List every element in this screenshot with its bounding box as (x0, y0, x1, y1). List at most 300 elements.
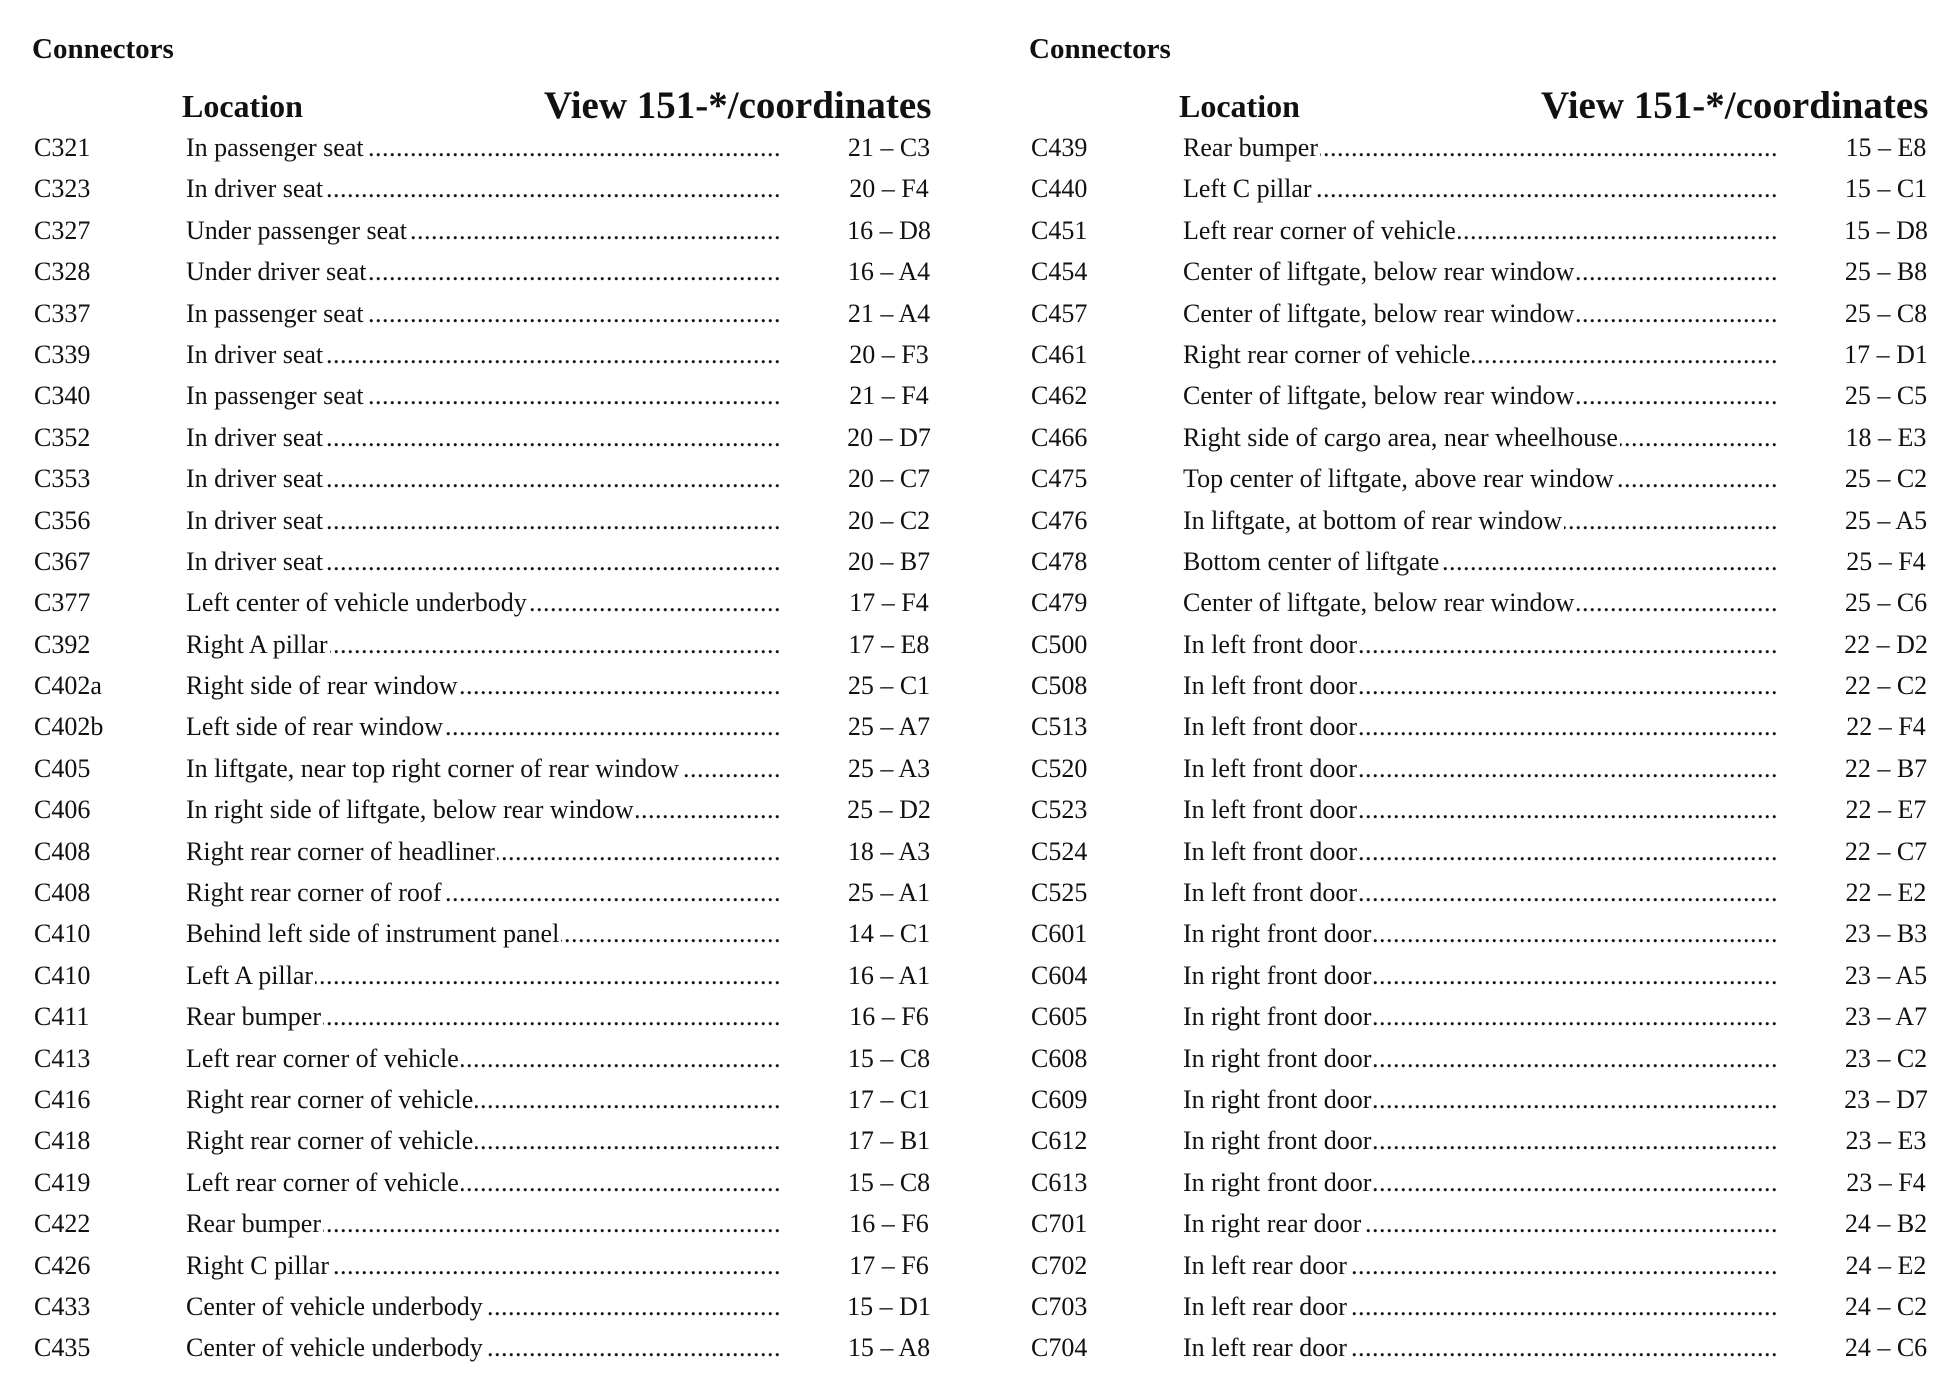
connector-location (186, 671, 782, 701)
connector-code: C523 (1031, 795, 1088, 825)
connector-row (30, 1123, 970, 1164)
connector-location (186, 1251, 782, 1281)
view-coordinates-header: View 151-*/coordinates (1541, 84, 1929, 127)
connector-row (30, 130, 970, 171)
connector-coordinates: 22 – E2 (1845, 878, 1927, 908)
connector-code: C321 (34, 133, 91, 162)
connector-location (1183, 754, 1779, 784)
view-coordinates-header: View 151-*/coordinates (544, 84, 932, 127)
connector-row (1027, 999, 1958, 1040)
connector-code: C704 (1031, 1333, 1088, 1363)
connector-location-text: Right side of cargo area, near wheelhouse (1183, 422, 1618, 452)
connector-row (30, 544, 970, 585)
connector-row (1027, 875, 1958, 916)
connector-coordinates: 14 – C1 (847, 919, 931, 949)
connector-location (1183, 1126, 1779, 1156)
connector-location-text: In driver seat (186, 422, 324, 452)
connector-location-text: In liftgate, near top right corner of rear window (186, 753, 680, 783)
connector-coordinates: 23 – D7 (1844, 1084, 1928, 1114)
connector-row (30, 1330, 970, 1371)
connector-code: C367 (34, 546, 91, 576)
connector-location (186, 299, 782, 329)
connector-coordinates: 17 – C1 (847, 1084, 931, 1114)
connector-coordinates: 18 – E3 (1845, 422, 1927, 452)
connector-coordinates: 15 – E8 (1845, 133, 1927, 162)
connector-code: C513 (1031, 712, 1088, 742)
connector-row (1027, 378, 1958, 419)
connector-location (1183, 423, 1779, 453)
connector-location (186, 1126, 782, 1156)
connector-row (1027, 130, 1958, 171)
connector-location-text: In passenger seat (186, 133, 364, 162)
connector-code: C462 (1031, 381, 1088, 411)
connector-location-text: Right rear corner of vehicle (1183, 339, 1471, 369)
connector-location (1183, 919, 1779, 949)
connector-row (1027, 1330, 1958, 1371)
connector-code: C392 (34, 629, 91, 659)
connector-code: C352 (34, 422, 91, 452)
connector-code: C520 (1031, 753, 1088, 783)
connector-code: C524 (1031, 836, 1088, 866)
connector-location-text: Bottom center of liftgate (1183, 546, 1440, 576)
connector-location (186, 712, 782, 742)
connector-coordinates: 25 – A5 (1844, 505, 1928, 535)
connector-location-text: In left front door (1183, 712, 1358, 742)
connector-location (1183, 588, 1779, 618)
connector-location-text: Center of liftgate, below rear window (1183, 257, 1575, 287)
location-header: Location (182, 88, 303, 124)
connector-coordinates: 25 – D2 (847, 795, 931, 825)
connector-coordinates: 17 – F6 (849, 1250, 929, 1280)
connector-location (186, 1292, 782, 1322)
section-title: Connectors (32, 33, 174, 65)
connector-location (186, 1044, 782, 1074)
connector-location (186, 630, 782, 660)
connector-row (1027, 544, 1958, 585)
connector-location-text: In left front door (1183, 753, 1358, 783)
connector-coordinates: 25 – C5 (1844, 381, 1928, 411)
connector-location (1183, 1292, 1779, 1322)
connector-row (1027, 916, 1958, 957)
connector-location-text: In passenger seat (186, 381, 364, 411)
connector-location-text: In left front door (1183, 878, 1358, 908)
connector-location (186, 1168, 782, 1198)
connector-coordinates: 25 – C1 (847, 671, 931, 701)
connector-location (186, 381, 782, 411)
connector-location-text: Under passenger seat (186, 215, 407, 245)
connector-code: C451 (1031, 215, 1088, 245)
connector-code: C440 (1031, 174, 1088, 204)
connector-location (1183, 506, 1779, 536)
connector-location-text: Right rear corner of vehicle (186, 1084, 474, 1114)
connector-location-text: In left front door (1183, 629, 1358, 659)
connector-row (30, 1289, 970, 1330)
connector-coordinates: 16 – A1 (847, 960, 931, 990)
connector-location-text: Left A pillar (186, 960, 314, 990)
connector-location (1183, 878, 1779, 908)
connector-row (1027, 751, 1958, 792)
connector-coordinates: 15 – A8 (847, 1333, 931, 1363)
connector-row (1027, 1248, 1958, 1289)
connector-location (186, 795, 782, 825)
connector-location (186, 464, 782, 494)
connector-location (186, 340, 782, 370)
connector-coordinates: 25 – A1 (847, 878, 931, 908)
connector-location (1183, 547, 1779, 577)
connector-row (1027, 958, 1958, 999)
connector-code: C328 (34, 257, 91, 287)
connector-row (1027, 1289, 1958, 1330)
connector-location-text: Rear bumper (186, 1209, 322, 1239)
connector-coordinates: 16 – F6 (849, 1209, 929, 1239)
connector-coordinates: 20 – B7 (847, 546, 931, 576)
connector-location-text: In right front door (1183, 1043, 1372, 1073)
connector-row (1027, 503, 1958, 544)
connector-coordinates: 21 – A4 (847, 298, 931, 328)
connector-coordinates: 23 – B3 (1844, 919, 1928, 949)
connector-location-text: In right front door (1183, 1126, 1372, 1156)
connector-coordinates: 23 – C2 (1844, 1043, 1928, 1073)
connector-location-text: Left rear corner of vehicle (186, 1043, 459, 1073)
connector-code: C604 (1031, 960, 1088, 990)
connector-location-text: Rear bumper (1183, 133, 1319, 162)
connector-location-text: In passenger seat (186, 298, 364, 328)
connector-code: C478 (1031, 546, 1088, 576)
connector-location-text: In driver seat (186, 174, 324, 204)
connector-code: C702 (1031, 1250, 1088, 1280)
connector-location-text: In driver seat (186, 505, 324, 535)
connector-code: C703 (1031, 1291, 1088, 1321)
connector-coordinates: 17 – B1 (847, 1126, 931, 1156)
connector-code: C476 (1031, 505, 1088, 535)
connector-location-text: In right front door (1183, 1084, 1372, 1114)
connector-code: C466 (1031, 422, 1088, 452)
connector-location (186, 257, 782, 287)
connector-location (186, 1209, 782, 1239)
connector-location (1183, 340, 1779, 370)
connector-coordinates: 18 – A3 (847, 836, 931, 866)
connector-location-text: Right C pillar (186, 1250, 329, 1280)
connector-row (30, 503, 970, 544)
connector-location-text: Under driver seat (186, 257, 367, 287)
connector-row (30, 834, 970, 875)
connector-coordinates: 20 – C2 (847, 505, 931, 535)
connector-location-text: Rear bumper (186, 1002, 322, 1032)
connector-list (30, 130, 970, 1372)
connector-location (1183, 1085, 1779, 1115)
connector-location (186, 878, 782, 908)
connector-location-text: Top center of liftgate, above rear window (1183, 464, 1614, 494)
connector-row (1027, 337, 1958, 378)
connector-location (186, 837, 782, 867)
connector-location-text: In right front door (1183, 919, 1372, 949)
connector-coordinates: 25 – C6 (1844, 588, 1928, 618)
connector-location (1183, 1044, 1779, 1074)
connector-row (30, 1248, 970, 1289)
connector-code: C500 (1031, 629, 1088, 659)
connector-coordinates: 16 – D8 (847, 215, 931, 245)
connector-location (186, 423, 782, 453)
connector-location (1183, 216, 1779, 246)
connector-location-text: In left rear door (1183, 1250, 1347, 1280)
connector-code: C525 (1031, 878, 1088, 908)
connector-row (30, 171, 970, 212)
connector-location-text: In driver seat (186, 464, 324, 494)
connector-code: C605 (1031, 1002, 1088, 1032)
connector-code: C413 (34, 1043, 91, 1073)
connector-location (1183, 961, 1779, 991)
connector-row (1027, 709, 1958, 750)
connector-location (1183, 1168, 1779, 1198)
connector-code: C426 (34, 1250, 91, 1280)
connector-row (1027, 1041, 1958, 1082)
connector-coordinates: 25 – A3 (847, 753, 931, 783)
connector-coordinates: 22 – F4 (1846, 712, 1926, 742)
connector-row (1027, 461, 1958, 502)
connector-location (186, 1333, 782, 1363)
connector-coordinates: 20 – F3 (849, 339, 929, 369)
section-title: Connectors (1029, 33, 1171, 65)
connector-code: C353 (34, 464, 91, 494)
connector-code: C454 (1031, 257, 1088, 287)
connector-code: C608 (1031, 1043, 1088, 1073)
connector-code: C461 (1031, 339, 1088, 369)
connector-code: C408 (34, 878, 91, 908)
connector-coordinates: 25 – C2 (1844, 464, 1928, 494)
connector-coordinates: 23 – F4 (1846, 1167, 1926, 1197)
connector-row (1027, 834, 1958, 875)
connector-code: C410 (34, 919, 91, 949)
connector-coordinates: 24 – B2 (1844, 1209, 1928, 1239)
connector-location-text: In right front door (1183, 1002, 1372, 1032)
connector-location (186, 1085, 782, 1115)
connector-coordinates: 22 – B7 (1844, 753, 1928, 783)
connector-code: C433 (34, 1291, 91, 1321)
connector-row (30, 1041, 970, 1082)
connector-coordinates: 16 – A4 (847, 257, 931, 287)
connector-location (186, 961, 782, 991)
connector-location-text: Left side of rear window (186, 712, 444, 742)
connector-coordinates: 15 – C8 (847, 1043, 931, 1073)
connector-code: C405 (34, 753, 91, 783)
connector-coordinates: 22 – C7 (1844, 836, 1928, 866)
connector-location (1183, 381, 1779, 411)
connector-coordinates: 22 – C2 (1844, 671, 1928, 701)
connector-code: C402b (34, 712, 104, 742)
connector-location (186, 506, 782, 536)
location-header: Location (1179, 88, 1300, 124)
connector-row (30, 627, 970, 668)
connector-coordinates: 15 – C8 (847, 1167, 931, 1197)
connector-coordinates: 23 – A5 (1844, 960, 1928, 990)
connector-code: C457 (1031, 298, 1088, 328)
connector-row (1027, 1165, 1958, 1206)
connector-location-text: In left rear door (1183, 1291, 1347, 1321)
connector-location (1183, 464, 1779, 494)
connector-code: C406 (34, 795, 91, 825)
connector-location-text: In right front door (1183, 960, 1372, 990)
connector-location (1183, 174, 1779, 204)
connector-location-text: Right rear corner of headliner (186, 836, 495, 866)
connector-coordinates: 25 – B8 (1844, 257, 1928, 287)
connector-coordinates: 24 – E2 (1845, 1250, 1927, 1280)
connector-code: C612 (1031, 1126, 1088, 1156)
connector-location (1183, 257, 1779, 287)
connector-row (30, 296, 970, 337)
connector-location-text: Left C pillar (1183, 174, 1312, 204)
connector-code: C410 (34, 960, 91, 990)
connector-coordinates: 23 – A7 (1844, 1002, 1928, 1032)
connector-code: C508 (1031, 671, 1088, 701)
connector-code: C377 (34, 588, 91, 618)
connector-code: C613 (1031, 1167, 1088, 1197)
connector-location-text: In left front door (1183, 836, 1358, 866)
connector-coordinates: 23 – E3 (1845, 1126, 1927, 1156)
connector-coordinates: 25 – A7 (847, 712, 931, 742)
connector-location-text: Left rear corner of vehicle (1183, 215, 1456, 245)
connector-code: C408 (34, 836, 91, 866)
connector-location-text: Right rear corner of roof (186, 878, 442, 908)
connector-location-text: Center of liftgate, below rear window (1183, 298, 1575, 328)
connector-location (186, 1002, 782, 1032)
connector-row (30, 420, 970, 461)
connector-row (1027, 1206, 1958, 1247)
connector-row (1027, 585, 1958, 626)
connector-coordinates: 15 – C1 (1844, 174, 1928, 204)
connector-location (1183, 630, 1779, 660)
connector-code: C601 (1031, 919, 1088, 949)
connector-location-text: Center of liftgate, below rear window (1183, 588, 1575, 618)
connector-row (30, 337, 970, 378)
connector-location (186, 547, 782, 577)
connector-row (30, 585, 970, 626)
connector-coordinates: 20 – C7 (847, 464, 931, 494)
connector-row (30, 254, 970, 295)
connector-location (186, 216, 782, 246)
connector-location (186, 174, 782, 204)
connector-code: C418 (34, 1126, 91, 1156)
connector-location-text: Behind left side of instrument panel (186, 919, 560, 949)
connector-location-text: Right side of rear window (186, 671, 458, 701)
connector-row (30, 1206, 970, 1247)
connector-location (186, 588, 782, 618)
connector-row (30, 378, 970, 419)
connector-location-text: In driver seat (186, 339, 324, 369)
connector-row (30, 213, 970, 254)
connector-location (186, 919, 782, 949)
connector-row (30, 792, 970, 833)
connector-location (1183, 133, 1779, 163)
connector-coordinates: 21 – C3 (847, 133, 931, 162)
connector-coordinates: 21 – F4 (849, 381, 929, 411)
connector-location-text: Center of liftgate, below rear window (1183, 381, 1575, 411)
connector-row (1027, 420, 1958, 461)
connector-row (30, 916, 970, 957)
connector-location-text: In left rear door (1183, 1333, 1347, 1363)
connector-coordinates: 17 – D1 (1844, 339, 1928, 369)
connector-code: C323 (34, 174, 91, 204)
connector-location (1183, 1002, 1779, 1032)
connector-location-text: In left front door (1183, 671, 1358, 701)
connector-location (1183, 299, 1779, 329)
connector-code: C339 (34, 339, 91, 369)
connector-code: C435 (34, 1333, 91, 1363)
connector-location-text: In right front door (1183, 1167, 1372, 1197)
connector-row (1027, 213, 1958, 254)
connector-coordinates: 16 – F6 (849, 1002, 929, 1032)
connector-location-text: In driver seat (186, 546, 324, 576)
connector-code: C402a (34, 671, 102, 701)
connector-location-text: In left front door (1183, 795, 1358, 825)
connector-coordinates: 25 – C8 (1844, 298, 1928, 328)
connector-coordinates: 25 – F4 (1846, 546, 1926, 576)
connector-list (1027, 130, 1958, 1372)
connector-location-text: Left rear corner of vehicle (186, 1167, 459, 1197)
connector-row (30, 709, 970, 750)
connector-row (1027, 171, 1958, 212)
connector-row (30, 875, 970, 916)
connector-code: C337 (34, 298, 91, 328)
connector-location-text: Left center of vehicle underbody (186, 588, 527, 618)
connector-location-text: Center of vehicle underbody (186, 1291, 483, 1321)
connector-code: C327 (34, 215, 91, 245)
connector-code: C475 (1031, 464, 1088, 494)
connector-row (1027, 296, 1958, 337)
connector-location (1183, 712, 1779, 742)
connector-location (1183, 671, 1779, 701)
connector-row (30, 461, 970, 502)
connector-coordinates: 15 – D1 (847, 1291, 931, 1321)
connector-code: C609 (1031, 1084, 1088, 1114)
connector-coordinates: 22 – D2 (1844, 629, 1928, 659)
connector-coordinates: 20 – D7 (847, 422, 931, 452)
connector-coordinates: 20 – F4 (849, 174, 929, 204)
connector-coordinates: 22 – E7 (1845, 795, 1927, 825)
connector-coordinates: 17 – E8 (848, 629, 930, 659)
connector-code: C411 (34, 1002, 90, 1032)
connector-location (1183, 1251, 1779, 1281)
connector-code: C416 (34, 1084, 91, 1114)
connector-location (186, 754, 782, 784)
connector-code: C701 (1031, 1209, 1088, 1239)
connector-location-text: Center of vehicle underbody (186, 1333, 483, 1363)
connector-location (1183, 1333, 1779, 1363)
connector-row (30, 668, 970, 709)
connector-location-text: In right rear door (1183, 1209, 1362, 1239)
connector-location-text: Right rear corner of vehicle (186, 1126, 474, 1156)
connector-code: C419 (34, 1167, 91, 1197)
connector-location (186, 133, 782, 163)
connector-coordinates: 17 – F4 (849, 588, 929, 618)
connector-coordinates: 15 – D8 (1844, 215, 1928, 245)
connector-coordinates: 24 – C2 (1844, 1291, 1928, 1321)
connector-row (1027, 668, 1958, 709)
connector-location-text: In right side of liftgate, below rear window (186, 795, 634, 825)
connector-row (30, 1082, 970, 1123)
connector-row (30, 958, 970, 999)
connector-code: C479 (1031, 588, 1088, 618)
connector-row (30, 751, 970, 792)
connector-location (1183, 1209, 1779, 1239)
connector-code: C439 (1031, 133, 1088, 162)
connector-row (1027, 1123, 1958, 1164)
connector-location-text: In liftgate, at bottom of rear window (1183, 505, 1563, 535)
connector-code: C422 (34, 1209, 91, 1239)
connector-location-text: Right A pillar (186, 629, 328, 659)
connector-location (1183, 795, 1779, 825)
connector-code: C356 (34, 505, 91, 535)
connector-row (30, 1165, 970, 1206)
